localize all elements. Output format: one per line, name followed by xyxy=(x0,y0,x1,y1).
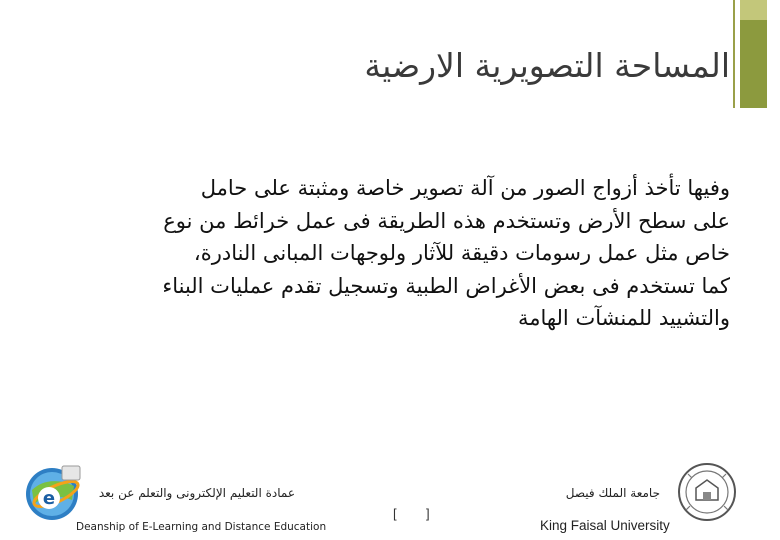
bracket-left: [ xyxy=(393,506,397,521)
accent-bar-right xyxy=(740,20,767,108)
page-number-brackets xyxy=(393,506,433,522)
e-learning-globe-icon xyxy=(22,460,86,524)
accent-bar-top xyxy=(740,0,767,20)
body-line-5: والتشييد للمنشآت الهامة xyxy=(517,306,730,330)
accent-line xyxy=(733,0,735,108)
body-line-1: وفيها تأخذ أزواج الصور من آلة تصوير خاصة ومثبتة على حامل xyxy=(200,176,730,200)
bracket-right: ] xyxy=(426,506,430,521)
svg-text:e: e xyxy=(42,488,56,509)
university-arabic: جامعة الملك فيصل xyxy=(565,486,660,500)
body-line-2: على سطح الأرض وتستخدم هذه الطريقة فى عمل خرائط من نوع xyxy=(163,208,730,233)
body-line-4: كما تستخدم فى بعض الأغراض الطبية وتسجيل تقدم عمليات البناء xyxy=(162,273,730,298)
university-seal-icon xyxy=(674,462,740,522)
deanship-arabic: عمادة التعليم الإلكترونى والتعلم عن بعد xyxy=(98,486,295,500)
deanship-english: Deanship of E-Learning and Distance Education xyxy=(76,521,327,533)
body-line-3: خاص مثل عمل رسومات دقيقة للآثار ولوجهات المبانى النادرة، xyxy=(193,241,730,265)
slide-body xyxy=(40,172,730,335)
slide-title: المساحة التصويرية الارضية xyxy=(364,46,730,85)
university-english: King Faisal University xyxy=(540,518,670,533)
